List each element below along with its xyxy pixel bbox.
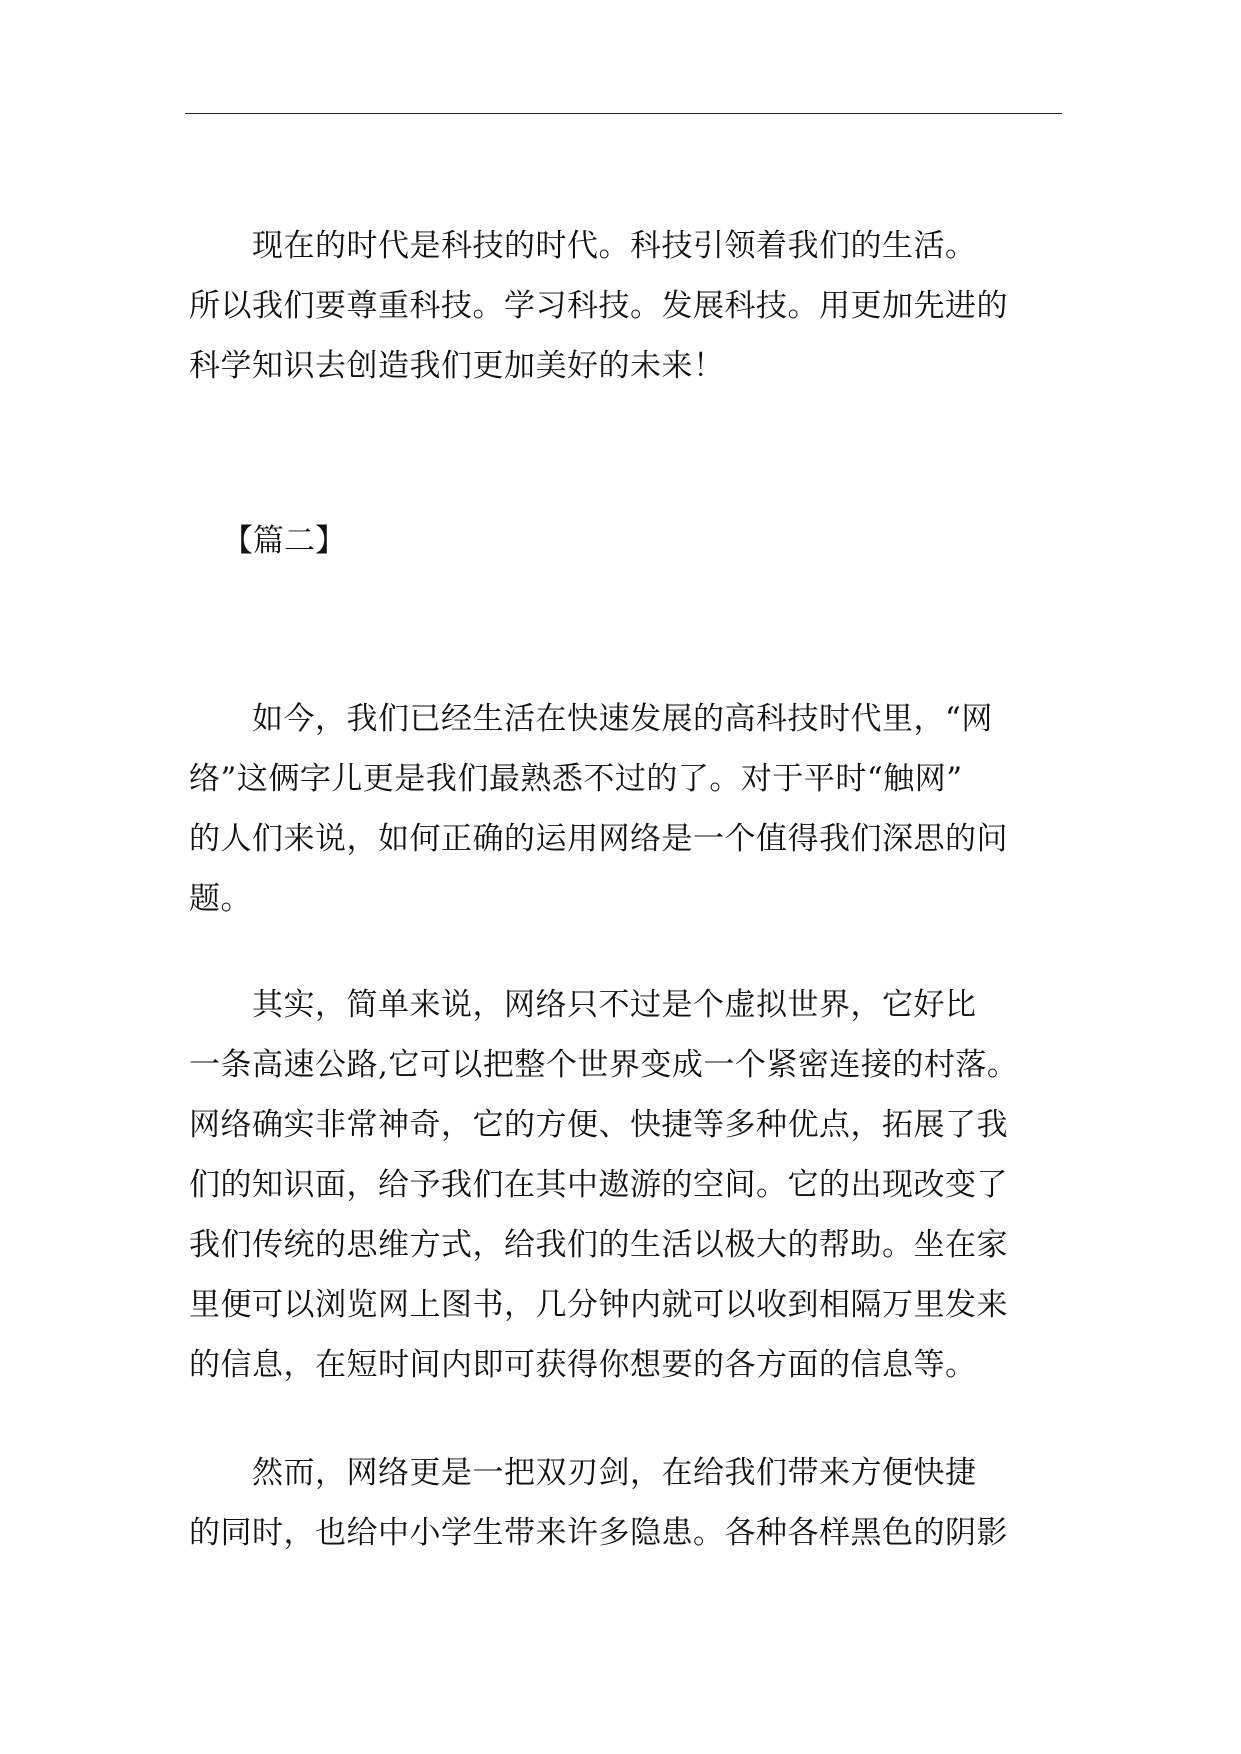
text-line: 一条高速公路,它可以把整个世界变成一个紧密连接的村落。	[189, 1047, 1019, 1083]
text-line: 网络确实非常神奇，它的方便、快捷等多种优点，拓展了我	[189, 1107, 1008, 1143]
text-line: 们的知识面，给予我们在其中遨游的空间。它的出现改变了	[189, 1167, 1008, 1203]
text-line: 如今，我们已经生活在快速发展的高科技时代里，“网	[189, 701, 993, 737]
header-rule	[185, 113, 1062, 114]
text-line: 里便可以浏览网上图书，几分钟内就可以收到相隔万里发来	[189, 1287, 1008, 1323]
text-line: 的人们来说，如何正确的运用网络是一个值得我们深思的问	[189, 821, 1008, 857]
text-line: 然而，网络更是一把双刃剑，在给我们带来方便快捷	[189, 1455, 977, 1491]
text-line: 其实，简单来说，网络只不过是个虚拟世界，它好比	[189, 987, 977, 1023]
text-line: 现在的时代是科技的时代。科技引领着我们的生活。	[189, 228, 977, 264]
text-line: 题。	[189, 881, 252, 917]
section-heading: 【篇二】	[222, 523, 346, 559]
text-line: 所以我们要尊重科技。学习科技。发展科技。用更加先进的	[189, 288, 1008, 324]
text-line: 的信息，在短时间内即可获得你想要的各方面的信息等。	[189, 1347, 977, 1383]
text-line: 的同时，也给中小学生带来许多隐患。各种各样黑色的阴影	[189, 1515, 1008, 1551]
text-line: 络”这俩字儿更是我们最熟悉不过的了。对于平时“触网”	[189, 761, 963, 797]
text-line: 我们传统的思维方式，给我们的生活以极大的帮助。坐在家	[189, 1227, 1008, 1263]
text-line: 科学知识去创造我们更加美好的未来！	[189, 348, 725, 384]
